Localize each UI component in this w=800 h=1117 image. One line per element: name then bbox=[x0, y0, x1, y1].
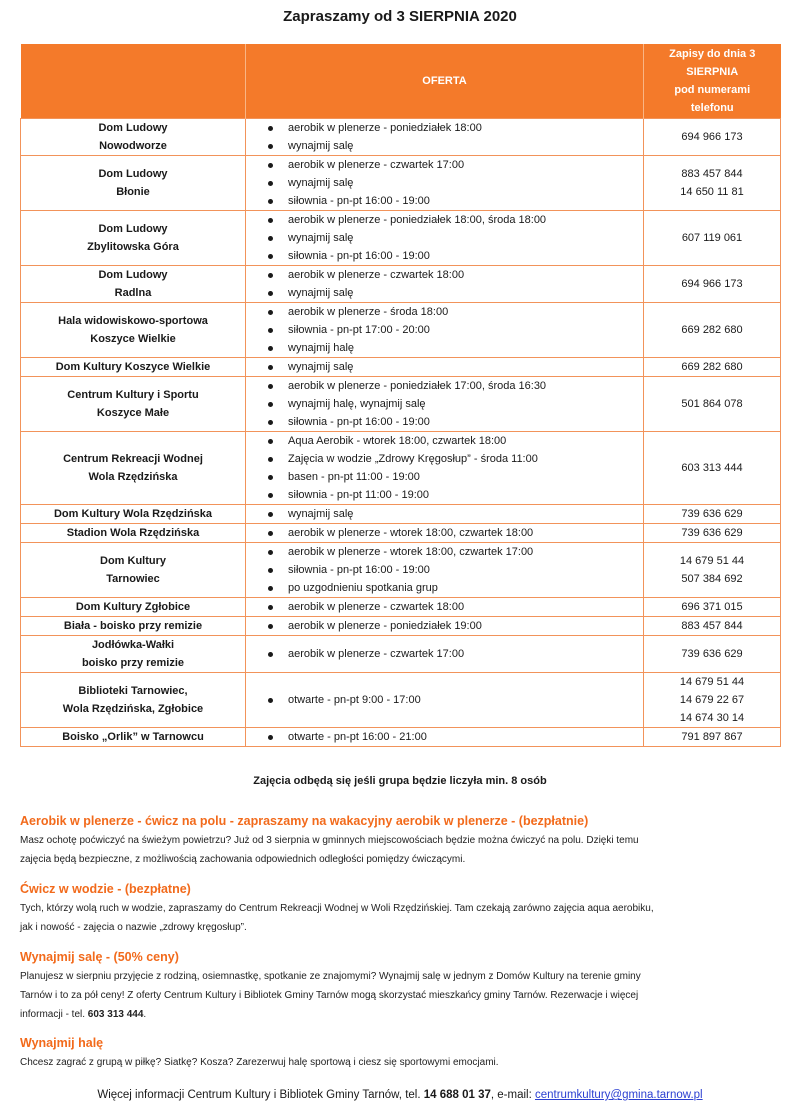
offer-item: Aqua Aerobik - wtorek 18:00, czwartek 18:00 bbox=[266, 432, 639, 450]
page-title: Zapraszamy od 3 SIERPNIA 2020 bbox=[283, 8, 517, 25]
phone-cell bbox=[644, 302, 781, 357]
sports-hall-section bbox=[20, 1033, 780, 1072]
footer-contact bbox=[0, 1089, 800, 1101]
venue-cell bbox=[21, 504, 246, 523]
phone-number: 607 119 061 bbox=[681, 231, 743, 244]
phone-number: 14 650 11 81 bbox=[680, 185, 744, 198]
offer-item: wynajmij halę bbox=[266, 339, 639, 357]
venue-cell bbox=[21, 672, 246, 727]
venue-cell bbox=[21, 210, 246, 265]
offers-table bbox=[20, 44, 781, 747]
hall-text-line bbox=[20, 1005, 780, 1024]
venue-cell bbox=[21, 542, 246, 597]
aerobik-heading: Aerobik w plenerze - ćwicz na polu - zapraszamy na wakacyjny aerobik w plenerze - (bezpłatnie) bbox=[20, 814, 589, 828]
offer-list bbox=[266, 505, 639, 523]
sports-hall-heading: Wynajmij halę bbox=[20, 1036, 104, 1050]
offer-item: aerobik w plenerze - poniedziałek 18:00 bbox=[266, 119, 639, 137]
footer-prefix: Więcej informacji Centrum Kultury i Bibliotek Gminy Tarnów, tel. bbox=[97, 1089, 424, 1101]
offer-item: siłownia - pn-pt 16:00 - 19:00 bbox=[266, 247, 639, 265]
phone-cell bbox=[644, 597, 781, 616]
offer-cell bbox=[246, 672, 644, 727]
offer-list bbox=[266, 598, 639, 616]
footer-mid: , e-mail: bbox=[490, 1089, 535, 1101]
venue-cell bbox=[21, 616, 246, 635]
offer-item: otwarte - pn-pt 16:00 - 21:00 bbox=[266, 728, 639, 746]
table-row bbox=[21, 504, 781, 523]
venue-name-line: Dom Ludowy bbox=[98, 167, 168, 180]
phone-cell bbox=[644, 542, 781, 597]
offer-item: wynajmij salę bbox=[266, 137, 639, 155]
venue-cell bbox=[21, 431, 246, 504]
offer-list bbox=[266, 303, 639, 357]
table-row bbox=[21, 542, 781, 597]
offer-item: wynajmij salę bbox=[266, 505, 639, 523]
offer-list bbox=[266, 543, 639, 597]
offer-cell bbox=[246, 727, 644, 746]
phones-header-line: telefonu bbox=[690, 101, 734, 114]
offer-cell bbox=[246, 302, 644, 357]
table-row bbox=[21, 597, 781, 616]
venue-name-line: Dom Kultury Wola Rzędzińska bbox=[53, 507, 213, 520]
offer-list bbox=[266, 617, 639, 635]
water-section bbox=[20, 879, 780, 937]
water-text-line: Tych, którzy wolą ruch w wodzie, zapraszamy do Centrum Rekreacji Wodnej w Woli Rzędzińskiej. Tam czekają zarówno zajęcia aqua aerobiku, bbox=[20, 903, 654, 914]
venue-name-line: boisko przy remizie bbox=[81, 656, 185, 669]
offer-cell bbox=[246, 542, 644, 597]
offer-item: siłownia - pn-pt 17:00 - 20:00 bbox=[266, 321, 639, 339]
offer-list bbox=[266, 211, 639, 265]
offer-cell bbox=[246, 597, 644, 616]
venue-cell bbox=[21, 357, 246, 376]
offer-cell bbox=[246, 635, 644, 672]
offer-header: OFERTA bbox=[246, 44, 644, 118]
table-row bbox=[21, 210, 781, 265]
phone-number: 883 457 844 bbox=[681, 167, 743, 180]
table-row bbox=[21, 376, 781, 431]
phone-cell bbox=[644, 155, 781, 210]
table-row bbox=[21, 635, 781, 672]
venue-name-line: Koszyce Wielkie bbox=[90, 332, 176, 345]
offer-item: aerobik w plenerze - wtorek 18:00, czwartek 18:00 bbox=[266, 524, 639, 542]
table-row bbox=[21, 616, 781, 635]
venue-name-line: Biała - boisko przy remizie bbox=[63, 619, 203, 632]
venue-cell bbox=[21, 523, 246, 542]
venue-name-line: Centrum Rekreacji Wodnej bbox=[63, 452, 203, 465]
venue-name-line: Dom Kultury bbox=[100, 554, 166, 567]
table-row bbox=[21, 155, 781, 210]
offer-item: Zajęcia w wodzie „Zdrowy Kręgosłup” - środa 11:00 bbox=[266, 450, 639, 468]
phone-number: 14 679 51 44 bbox=[679, 675, 745, 688]
venue-name-line: Radlna bbox=[114, 286, 152, 299]
offer-list bbox=[266, 377, 639, 431]
sports-hall-text-line: Chcesz zagrać z grupą w piłkę? Siatkę? Kosza? Zarezerwuj halę sportową i ciesz się sportowymi emocjami. bbox=[20, 1057, 499, 1068]
table-row bbox=[21, 265, 781, 302]
offer-item: aerobik w plenerze - czwartek 17:00 bbox=[266, 645, 639, 663]
offer-list bbox=[266, 432, 639, 504]
phone-number: 14 674 30 14 bbox=[679, 711, 745, 724]
venue-name-line: Wola Rzędzińska, Zgłobice bbox=[62, 702, 204, 715]
table-row bbox=[21, 357, 781, 376]
offer-item: wynajmij halę, wynajmij salę bbox=[266, 395, 639, 413]
table-row bbox=[21, 672, 781, 727]
offer-list bbox=[266, 358, 639, 376]
phone-cell bbox=[644, 727, 781, 746]
offers-body bbox=[21, 118, 781, 746]
offer-item: aerobik w plenerze - poniedziałek 18:00, środa 18:00 bbox=[266, 211, 639, 229]
venue-cell bbox=[21, 376, 246, 431]
aerobik-text-line: Masz ochotę poćwiczyć na świeżym powietrzu? Już od 3 sierpnia w gminnych miejscowościach będzie można ćwiczyć na polu. Dzięki temu bbox=[20, 835, 639, 846]
footer-email-link[interactable]: centrumkultury@gmina.tarnow.pl bbox=[534, 1089, 703, 1101]
phone-number: 603 313 444 bbox=[681, 461, 743, 474]
phone-number: 739 636 629 bbox=[681, 647, 743, 660]
offer-item: wynajmij salę bbox=[266, 358, 639, 376]
venue-cell bbox=[21, 302, 246, 357]
offer-item: aerobik w plenerze - czwartek 18:00 bbox=[266, 266, 639, 284]
venue-name-line: Zbylitowska Góra bbox=[87, 240, 179, 253]
aerobik-section bbox=[20, 811, 780, 869]
offer-list bbox=[266, 119, 639, 155]
offer-list bbox=[266, 728, 639, 746]
phone-cell bbox=[644, 265, 781, 302]
offer-cell bbox=[246, 523, 644, 542]
phones-header-line: pod numerami bbox=[674, 83, 751, 96]
phone-cell bbox=[644, 635, 781, 672]
footer-phone: 14 688 01 37 bbox=[423, 1089, 491, 1101]
table-header-row bbox=[21, 44, 781, 118]
water-heading: Ćwicz w wodzie - (bezpłatne) bbox=[20, 882, 191, 896]
venue-name-line: Boisko „Orlik” w Tarnowcu bbox=[62, 730, 204, 743]
phone-number: 14 679 51 44 bbox=[679, 554, 745, 567]
offer-item: wynajmij salę bbox=[266, 174, 639, 192]
offer-item: wynajmij salę bbox=[266, 284, 639, 302]
phone-cell bbox=[644, 616, 781, 635]
venue-name-line: Tarnowiec bbox=[106, 572, 160, 585]
venue-name-line: Centrum Kultury i Sportu bbox=[67, 388, 199, 401]
offer-item: aerobik w plenerze - czwartek 17:00 bbox=[266, 156, 639, 174]
phone-number: 883 457 844 bbox=[681, 619, 743, 632]
offer-item: po uzgodnieniu spotkania grup bbox=[266, 579, 639, 597]
phones-header-line: Zapisy do dnia 3 bbox=[669, 47, 756, 60]
phone-number: 501 864 078 bbox=[681, 397, 743, 410]
offer-list bbox=[266, 645, 639, 663]
hall-text-line: Planujesz w sierpniu przyjęcie z rodziną, osiemnastkę, spotkanie ze znajomymi? Wynajmij salę w jednym z Domów Kultury na terenie gminy bbox=[20, 971, 641, 982]
offer-list bbox=[266, 691, 639, 709]
venue-name-line: Dom Kultury Zgłobice bbox=[75, 600, 191, 613]
offer-item: basen - pn-pt 11:00 - 19:00 bbox=[266, 468, 639, 486]
phones-header bbox=[644, 44, 781, 118]
phone-cell bbox=[644, 118, 781, 155]
phone-number: 791 897 867 bbox=[681, 730, 743, 743]
water-text-line: jak i nowość - zajęcia o nazwie „zdrowy kręgosłup”. bbox=[20, 922, 247, 933]
venue-cell bbox=[21, 155, 246, 210]
hall-section bbox=[20, 947, 780, 1024]
offer-item: aerobik w plenerze - czwartek 18:00 bbox=[266, 598, 639, 616]
venue-name-line: Stadion Wola Rzędzińska bbox=[66, 526, 200, 539]
offer-list bbox=[266, 266, 639, 302]
phone-number: 669 282 680 bbox=[681, 323, 743, 336]
table-row bbox=[21, 727, 781, 746]
offer-item: siłownia - pn-pt 11:00 - 19:00 bbox=[266, 486, 639, 504]
offer-item: otwarte - pn-pt 9:00 - 17:00 bbox=[266, 691, 639, 709]
hall-heading: Wynajmij salę - (50% ceny) bbox=[20, 950, 179, 964]
hall-contact-phone: 603 313 444 bbox=[87, 1009, 144, 1020]
venue-header bbox=[21, 44, 246, 118]
offer-cell bbox=[246, 118, 644, 155]
offer-cell bbox=[246, 210, 644, 265]
offer-list bbox=[266, 156, 639, 210]
hall-contact-suffix: . bbox=[143, 1009, 147, 1020]
phone-cell bbox=[644, 431, 781, 504]
phone-cell bbox=[644, 210, 781, 265]
offer-item: siłownia - pn-pt 16:00 - 19:00 bbox=[266, 192, 639, 210]
venue-name-line: Dom Ludowy bbox=[98, 268, 168, 281]
venue-name-line: Biblioteki Tarnowiec, bbox=[78, 684, 188, 697]
venue-name-line: Hala widowiskowo-sportowa bbox=[58, 314, 208, 327]
offer-cell bbox=[246, 357, 644, 376]
venue-name-line: Jodłówka-Wałki bbox=[91, 638, 175, 651]
phones-header-line: SIERPNIA bbox=[686, 65, 739, 78]
table-row bbox=[21, 523, 781, 542]
table-row bbox=[21, 118, 781, 155]
table-row bbox=[21, 302, 781, 357]
phone-number: 739 636 629 bbox=[681, 507, 743, 520]
venue-name-line: Dom Ludowy bbox=[98, 121, 168, 134]
phone-number: 696 371 015 bbox=[681, 600, 743, 613]
offer-item: aerobik w plenerze - wtorek 18:00, czwartek 17:00 bbox=[266, 543, 639, 561]
phone-number: 669 282 680 bbox=[681, 360, 743, 373]
venue-name-line: Błonie bbox=[116, 185, 150, 198]
offer-item: aerobik w plenerze - poniedziałek 17:00, środa 16:30 bbox=[266, 377, 639, 395]
venue-cell bbox=[21, 727, 246, 746]
table-row bbox=[21, 431, 781, 504]
venue-cell bbox=[21, 118, 246, 155]
offer-cell bbox=[246, 431, 644, 504]
phone-number: 694 966 173 bbox=[681, 277, 743, 290]
venue-name-line: Wola Rzędzińska bbox=[88, 470, 178, 483]
offer-item: aerobik w plenerze - poniedziałek 19:00 bbox=[266, 617, 639, 635]
phone-number: 694 966 173 bbox=[681, 130, 743, 143]
venue-name-line: Koszyce Małe bbox=[96, 406, 170, 419]
aerobik-text-line: zajęcia będą bezpieczne, z możliwością zachowania odpowiednich odległości pomiędzy ćwiczącymi. bbox=[20, 854, 466, 865]
venue-cell bbox=[21, 265, 246, 302]
phone-number: 14 679 22 67 bbox=[679, 693, 745, 706]
offer-cell bbox=[246, 155, 644, 210]
hall-text-line: Tarnów i to za pół ceny! Z oferty Centrum Kultury i Bibliotek Gminy Tarnów mogą skorzystać mieszkańcy gminy Tarnów. Rezerwacje i więcej bbox=[20, 990, 639, 1001]
venue-name-line: Dom Ludowy bbox=[98, 222, 168, 235]
venue-name-line: Dom Kultury Koszyce Wielkie bbox=[55, 360, 211, 373]
venue-cell bbox=[21, 635, 246, 672]
offer-list bbox=[266, 524, 639, 542]
phone-cell bbox=[644, 357, 781, 376]
hall-contact-prefix: informacji - tel. bbox=[20, 1009, 88, 1020]
offer-item: aerobik w plenerze - środa 18:00 bbox=[266, 303, 639, 321]
venue-cell bbox=[21, 597, 246, 616]
offer-cell bbox=[246, 265, 644, 302]
phone-cell bbox=[644, 523, 781, 542]
venue-name-line: Nowodworze bbox=[99, 139, 167, 152]
offer-item: siłownia - pn-pt 16:00 - 19:00 bbox=[266, 561, 639, 579]
offer-cell bbox=[246, 616, 644, 635]
offer-item: wynajmij salę bbox=[266, 229, 639, 247]
offer-cell bbox=[246, 376, 644, 431]
phone-number: 507 384 692 bbox=[681, 572, 743, 585]
phone-cell bbox=[644, 376, 781, 431]
phone-cell bbox=[644, 672, 781, 727]
offer-item: siłownia - pn-pt 16:00 - 19:00 bbox=[266, 413, 639, 431]
phone-number: 739 636 629 bbox=[681, 526, 743, 539]
group-size-note: Zajęcia odbędą się jeśli grupa będzie liczyła min. 8 osób bbox=[253, 775, 547, 787]
phone-cell bbox=[644, 504, 781, 523]
offer-cell bbox=[246, 504, 644, 523]
